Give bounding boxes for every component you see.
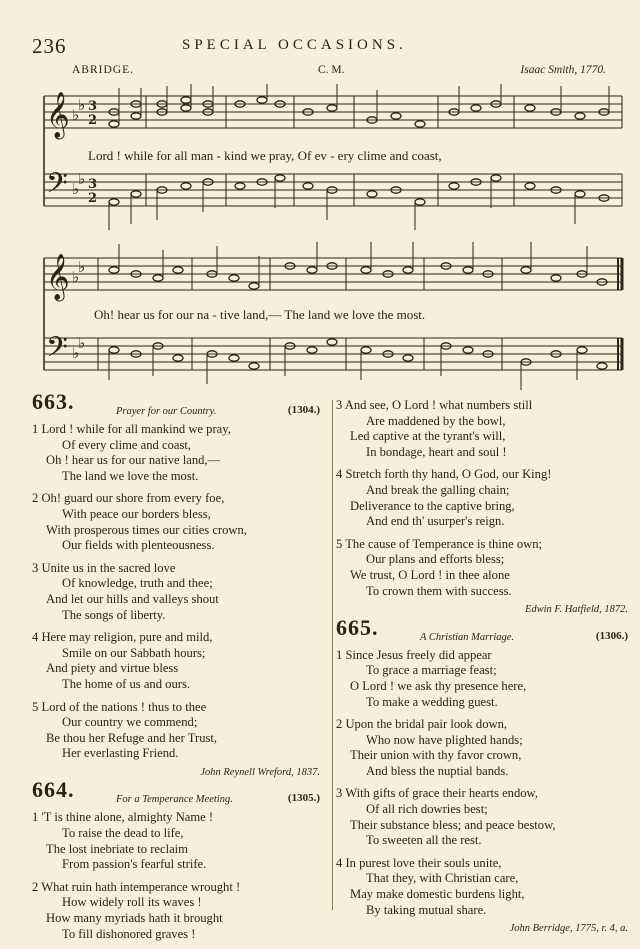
- verse-line: To raise the dead to life,: [62, 826, 184, 841]
- verse-line: How widely roll its waves !: [62, 895, 202, 910]
- svg-text:3: 3: [88, 177, 98, 192]
- verse-line: 1 Since Jesus freely did appear: [336, 647, 492, 662]
- verse-line: The home of us and ours.: [62, 676, 191, 691]
- verse-line: How many myriads hath it brought: [46, 911, 223, 926]
- svg-text:𝄢: 𝄢: [46, 331, 68, 371]
- verse-line: Are maddened by the bowl,: [366, 413, 506, 428]
- tune-meter: C. M.: [318, 64, 345, 76]
- svg-text:2: 2: [88, 191, 98, 206]
- svg-text:2: 2: [88, 113, 98, 128]
- svg-text:♭: ♭: [78, 170, 86, 188]
- verse-line: 5 Lord of the nations ! thus to thee: [32, 699, 207, 714]
- hymn-663-header: [32, 389, 328, 422]
- hymn-title: For a Temperance Meeting.: [116, 794, 233, 806]
- right-column: [336, 398, 636, 943]
- verse-line: Of every clime and coast,: [62, 437, 192, 452]
- music-lyrics-line-2: Oh! hear us for our na - tive land,— The land we love the most.: [94, 307, 426, 322]
- stanza: [336, 786, 636, 848]
- verse-line: 4 Here may religion, pure and mild,: [32, 630, 213, 645]
- stanza: [336, 537, 636, 599]
- verse-line: 3 And see, O Lord ! what numbers still: [336, 398, 533, 412]
- verse-line: To make a wedding guest.: [366, 694, 498, 709]
- verse-line: Their substance bless; and peace bestow,: [350, 817, 556, 832]
- verse-line: 2 Oh! guard our shore from every foe,: [32, 491, 225, 506]
- verse-line: May make domestic burdens light,: [350, 887, 525, 902]
- stanza: [32, 491, 328, 553]
- verse-line: By taking mutual share.: [366, 902, 487, 917]
- verse-line: And let our hills and valleys shout: [46, 591, 219, 606]
- stanza: [32, 630, 328, 692]
- svg-text:𝄢: 𝄢: [46, 167, 68, 207]
- verse-line: And break the galling chain;: [366, 482, 510, 497]
- stanza: [32, 700, 328, 762]
- verse-line: And bless the nuptial bands.: [366, 763, 509, 778]
- verse-line: The songs of liberty.: [62, 607, 166, 622]
- verse-line: Smile on our Sabbath hours;: [62, 645, 206, 660]
- page-number: 236: [32, 34, 67, 58]
- svg-text:♭: ♭: [78, 96, 86, 114]
- svg-text:𝄞: 𝄞: [46, 254, 70, 300]
- verse-line: 3 Unite us in the sacred love: [32, 560, 176, 575]
- tune-composer: Isaac Smith, 1770.: [520, 64, 606, 76]
- hymn-attribution: John Reynell Wreford, 1837.: [200, 766, 320, 778]
- hymn-ref: (1305.): [287, 792, 320, 805]
- tune-name: ABRIDGE.: [72, 64, 134, 76]
- page-header: [32, 34, 610, 56]
- verse-line: And end th' usurper's reign.: [366, 514, 505, 529]
- verse-line: Our fields with plenteousness.: [62, 538, 215, 553]
- verse-line: Her everlasting Friend.: [62, 746, 179, 761]
- verse-line: 2 What ruin hath intemperance wrought !: [32, 879, 241, 894]
- verse-line: Of all rich dowries best;: [366, 802, 488, 817]
- svg-text:3: 3: [88, 99, 98, 114]
- stanza: [32, 880, 328, 942]
- verse-line: 1 Lord ! while for all mankind we pray,: [32, 422, 231, 436]
- hymn-attribution: Edwin F. Hatfield, 1872.: [524, 604, 628, 616]
- stanza: [336, 648, 636, 710]
- hymn-ref: (1304.): [287, 404, 320, 416]
- music-lyrics-line-1: Lord ! while for all man - kind we pray, Of ev - ery clime and coast,: [88, 148, 442, 163]
- verse-line: To crown them with success.: [366, 583, 512, 598]
- verse-line: From passion's fearful strife.: [62, 857, 207, 872]
- svg-text:♭: ♭: [72, 344, 80, 362]
- stanza: [32, 422, 328, 484]
- verse-line: With peace our borders bless,: [62, 506, 211, 521]
- section-title: SPECIAL OCCASIONS.: [182, 37, 407, 53]
- verse-line: Our plans and efforts bless;: [366, 552, 505, 567]
- verse-line: Led captive at the tyrant's will,: [350, 429, 506, 444]
- verse-line: Of knowledge, truth and thee;: [62, 576, 213, 591]
- stanza: [336, 856, 636, 918]
- svg-text:♭: ♭: [78, 258, 86, 276]
- hymn-title: A Christian Marriage.: [420, 631, 515, 643]
- verse-line: Deliverance to the captive bring,: [350, 498, 515, 513]
- verse-line: Their union with thy favor crown,: [350, 748, 522, 763]
- verse-line: 4 Stretch forth thy hand, O God, our King!: [336, 467, 552, 482]
- stanza: [336, 467, 636, 529]
- stanza: [336, 398, 636, 460]
- hymn-664-header: [32, 777, 328, 810]
- verse-line: Who now have plighted hands;: [366, 732, 523, 747]
- verse-line: Be thou her Refuge and her Trust,: [46, 730, 218, 745]
- stanza: [336, 717, 636, 779]
- hymn-attribution: John Berridge, 1775, r. 4, a.: [509, 923, 628, 935]
- verse-line: To fill dishonored graves !: [62, 926, 196, 941]
- svg-text:♭: ♭: [72, 106, 80, 124]
- stanza: [32, 561, 328, 623]
- verse-line: In bondage, heart and soul !: [366, 444, 507, 459]
- verse-line: Oh ! hear us for our native land,—: [46, 453, 221, 468]
- hymn-number: 665.: [336, 614, 379, 640]
- hymn-ref: (1306.): [595, 629, 628, 642]
- hymn-number: 664.: [32, 777, 75, 803]
- verse-line: 5 The cause of Temperance is thine own;: [336, 536, 543, 551]
- verse-line: With prosperous times our cities crown,: [46, 522, 247, 537]
- hymn-title: Prayer for our Country.: [116, 406, 217, 417]
- verse-line: And piety and virtue bless: [46, 661, 179, 676]
- hymn-number: 663.: [32, 389, 75, 414]
- verse-line: The land we love the most.: [62, 468, 199, 483]
- svg-text:♭: ♭: [72, 180, 80, 198]
- verse-line: 3 With gifts of grace their hearts endow,: [336, 786, 538, 801]
- hymn-665-header: [336, 614, 636, 648]
- verse-line: O Lord ! we ask thy presence here,: [350, 678, 527, 693]
- verse-line: To sweeten all the rest.: [366, 833, 482, 848]
- left-column: [32, 389, 328, 949]
- verse-line: 4 In purest love their souls unite,: [336, 855, 502, 870]
- stanza: [32, 810, 328, 872]
- verse-line: 1 'T is thine alone, almighty Name !: [32, 810, 214, 825]
- verse-line: Our country we commend;: [62, 715, 198, 730]
- verse-line: To grace a marriage feast;: [366, 663, 497, 678]
- svg-text:𝄞: 𝄞: [46, 92, 70, 138]
- svg-text:♭: ♭: [72, 268, 80, 286]
- verse-line: 2 Upon the bridal pair look down,: [336, 717, 508, 732]
- verse-line: The lost inebriate to reclaim: [46, 841, 188, 856]
- verse-line: We trust, O Lord ! in thee alone: [350, 567, 510, 582]
- verse-line: That they, with Christian care,: [366, 871, 519, 886]
- column-divider: [332, 400, 333, 910]
- svg-text:♭: ♭: [78, 334, 86, 352]
